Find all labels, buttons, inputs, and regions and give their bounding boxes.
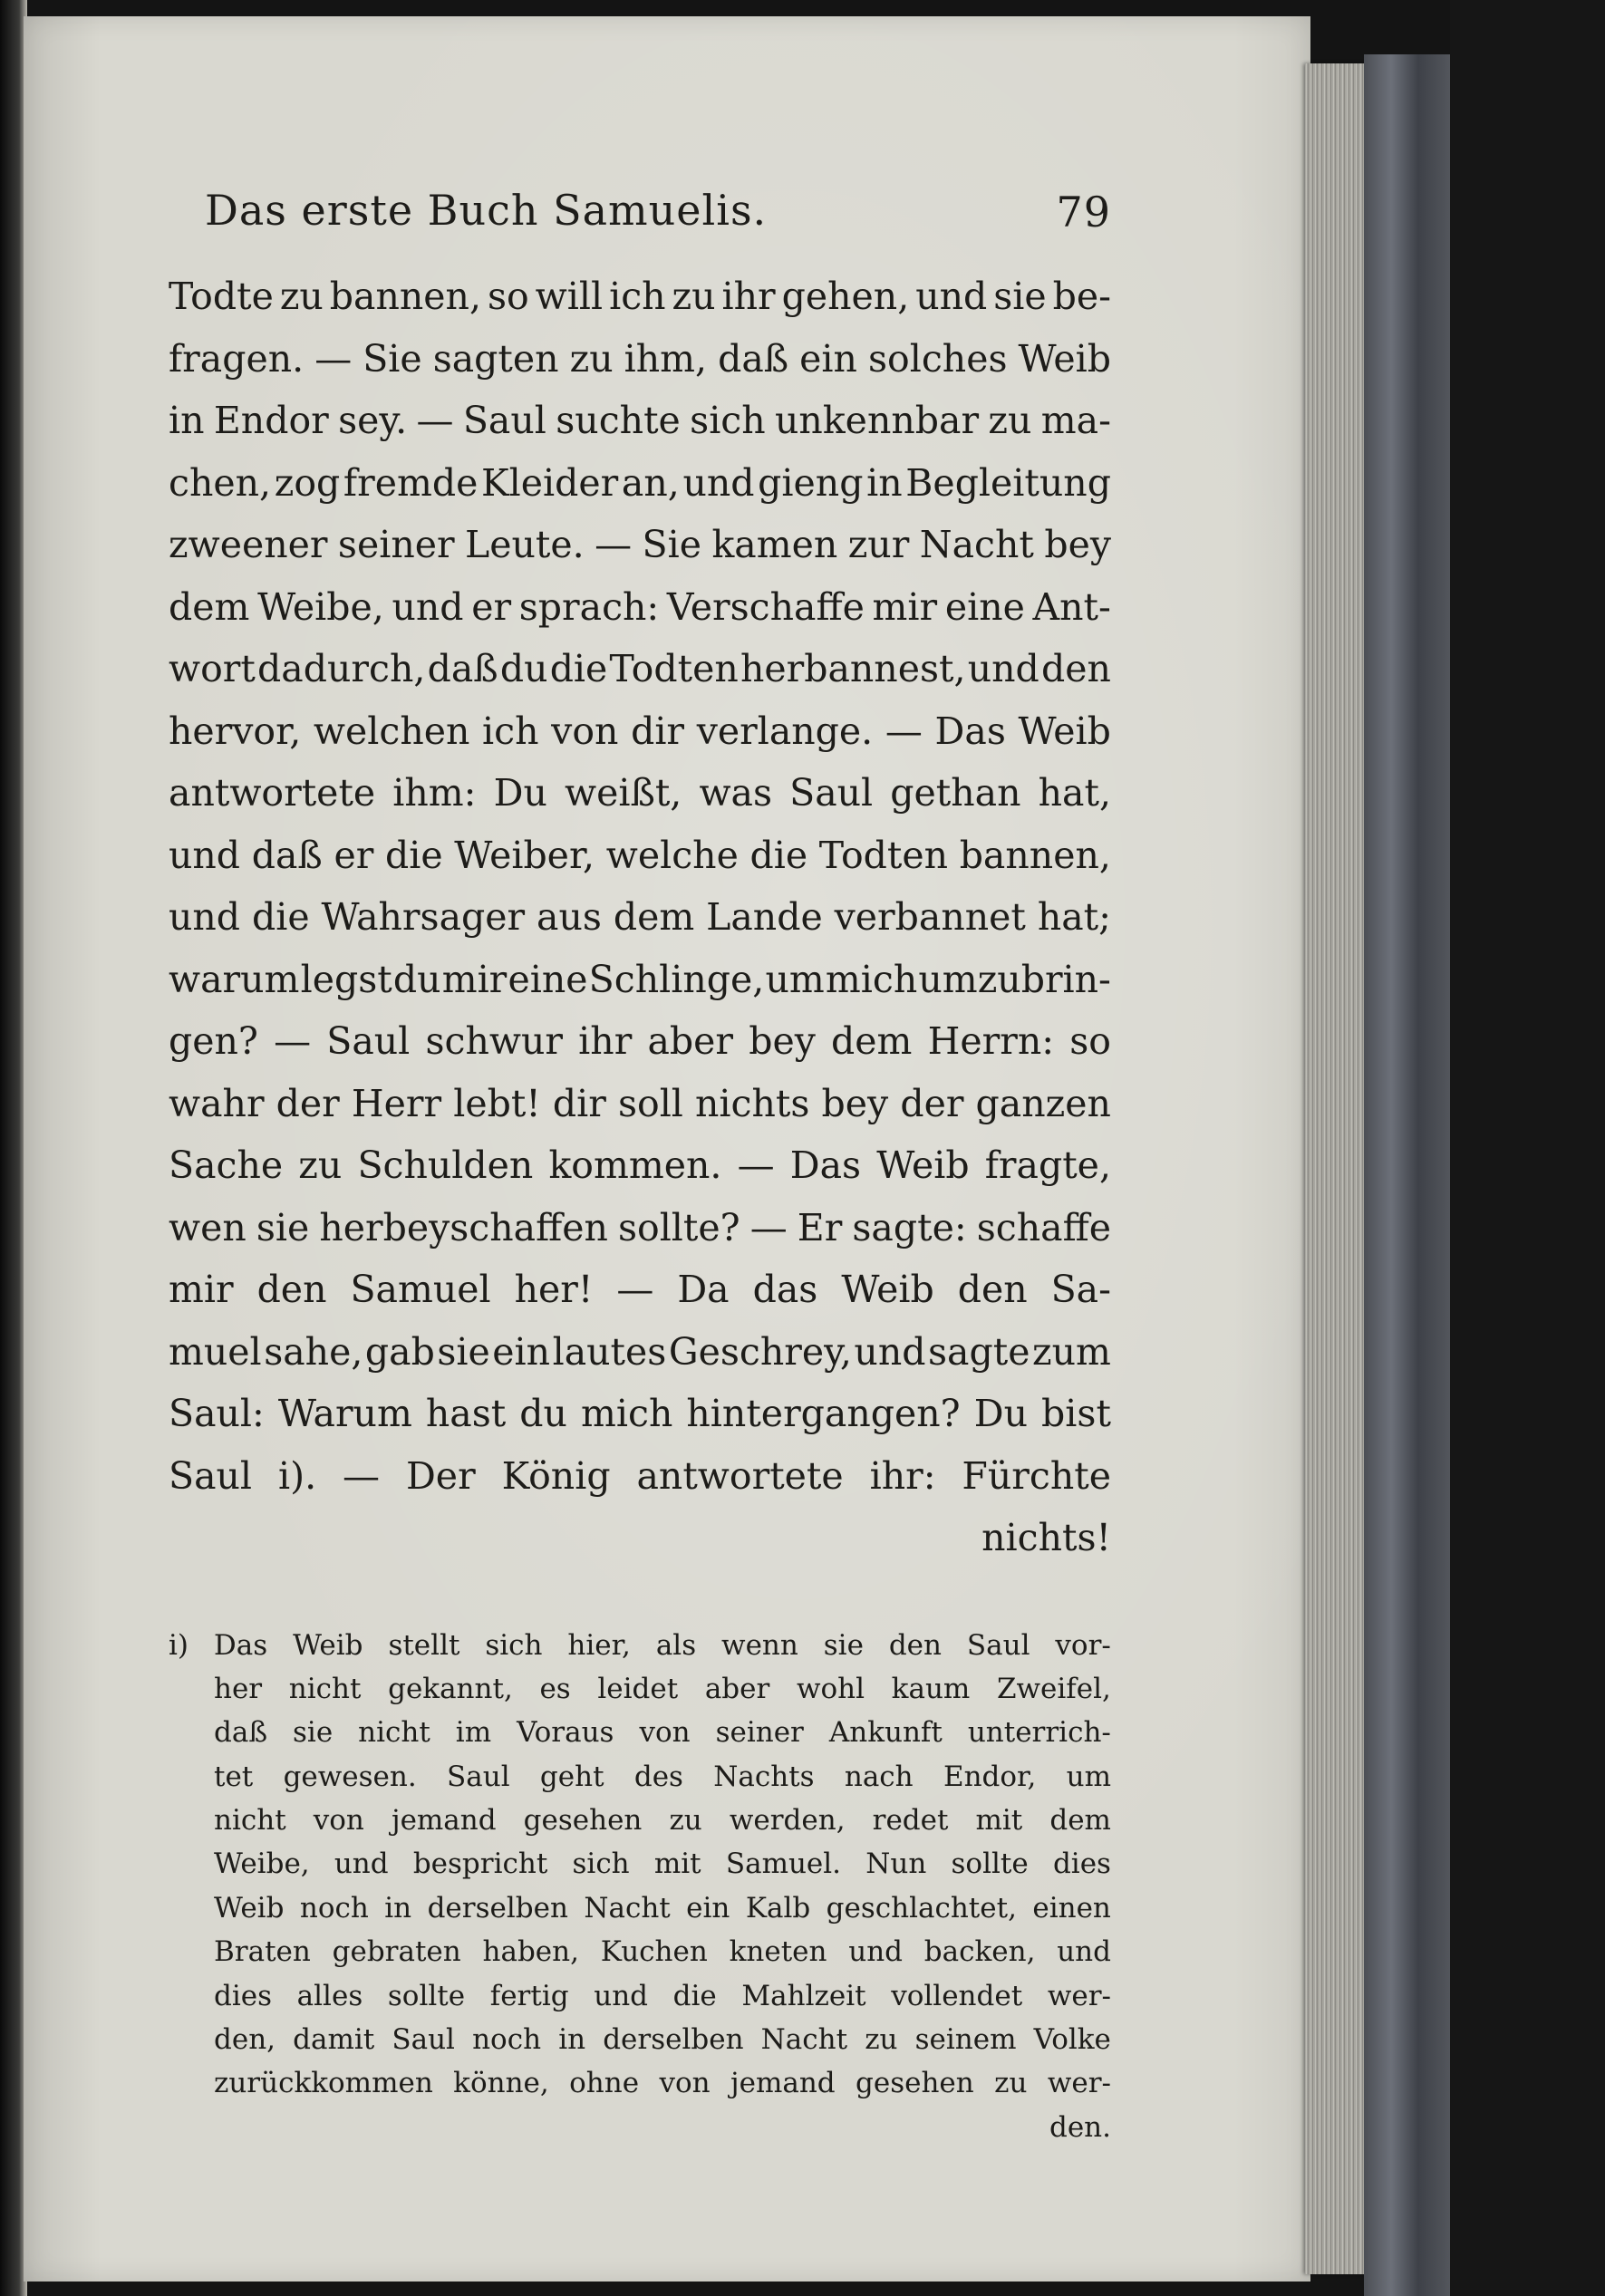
body-line-text: und die Wahrsager aus dem Lande verbannet hat; — [169, 895, 1111, 939]
body-line — [169, 514, 1111, 576]
body-line-text: Sache zu Schulden kommen. — Das Weib fragte, — [169, 1143, 1111, 1187]
body-line — [169, 949, 1111, 1011]
footnote-line-text: Braten gebraten haben, Kuchen kneten und backen, und — [214, 1935, 1111, 1969]
body-line-text: antwortete ihm: Du weißt, was Saul gethan hat, — [169, 771, 1111, 815]
footnote — [169, 1624, 1111, 2106]
body-line-text: Saul i). — Der König antwortete ihr: Fürchte — [169, 1453, 1111, 1498]
body-last-line — [169, 1507, 1111, 1569]
footnote-line-text: Weib noch in derselben Nacht ein Kalb geschlachtet, einen — [214, 1891, 1111, 1925]
body-line — [169, 700, 1111, 763]
body-line — [169, 1010, 1111, 1073]
body-line — [169, 1445, 1111, 1508]
footnote-line — [214, 1755, 1111, 1799]
body-line-text: hervor, welchen ich von dir verlange. — Das Weib — [169, 709, 1111, 753]
body-line-text: wort dadurch, daß du die Todten herbannest, und den — [169, 647, 1111, 690]
footnote-line-text: i) Das Weib stellt sich hier, als wenn sie den Saul vor- — [169, 1628, 1111, 1662]
footnote-line — [214, 1886, 1111, 1930]
footnote-line — [214, 2018, 1111, 2061]
footnote-line — [214, 2061, 1111, 2105]
body-line — [169, 265, 1111, 328]
footnote-line-text: daß sie nicht im Voraus von seiner Ankunft unterrich- — [214, 1716, 1111, 1750]
running-head — [169, 186, 1111, 249]
body-text — [169, 265, 1111, 1507]
body-line-text: gen? — Saul schwur ihr aber bey dem Herrn: so — [169, 1019, 1111, 1063]
body-line-text: dem Weibe, und er sprach: Verschaffe mir eine Ant- — [169, 584, 1111, 629]
body-last-line-text: nichts! — [981, 1516, 1111, 1559]
body-line — [169, 638, 1111, 700]
body-line — [169, 1073, 1111, 1135]
body-line-text: zweener seiner Leute. — Sie kamen zur Nacht bey — [169, 523, 1111, 566]
body-line — [169, 1134, 1111, 1197]
body-line-text: wahr der Herr lebt! dir soll nichts bey der ganzen — [169, 1081, 1111, 1125]
footnote-line — [214, 1799, 1111, 1842]
footnote-line — [169, 1624, 1111, 1667]
body-line — [169, 452, 1111, 515]
page-block-edges — [1305, 63, 1368, 2274]
body-line — [169, 576, 1111, 639]
body-line — [169, 762, 1111, 825]
text-block — [169, 186, 1111, 2149]
body-line-text: mir den Samuel her! — Da das Weib den Sa- — [169, 1268, 1111, 1311]
body-line-text: warum legst du mir eine Schlinge, um mich umzubrin- — [169, 957, 1111, 1001]
footnote-line-text: den, damit Saul noch in derselben Nacht zu seinem Volke — [214, 2023, 1111, 2057]
body-line-text: fragen. — Sie sagten zu ihm, daß ein solches Weib — [169, 336, 1111, 381]
body-line-text: in Endor sey. — Saul suchte sich unkennbar zu ma- — [169, 399, 1111, 442]
body-line — [169, 1197, 1111, 1259]
body-line — [169, 328, 1111, 391]
footnote-last-line — [169, 2106, 1111, 2149]
running-title: Das erste Buch Samuelis. — [205, 186, 768, 235]
footnote-line — [214, 1930, 1111, 1973]
page-number: 79 — [1056, 188, 1111, 236]
body-line — [169, 886, 1111, 949]
scan-background-right — [1450, 0, 1605, 2296]
body-line-text: Saul: Warum hast du mich hintergangen? Du bist — [169, 1392, 1111, 1435]
footnote-line — [214, 1842, 1111, 1886]
body-line-text: und daß er die Weiber, welche die Todten bannen, — [169, 833, 1111, 877]
body-line — [169, 825, 1111, 887]
footnote-line — [214, 1974, 1111, 2018]
footnote-line-text: zurückkommen könne, ohne von jemand gesehen zu wer- — [214, 2067, 1111, 2100]
body-line-text: wen sie herbeyschaffen sollte? — Er sagte: schaffe — [169, 1205, 1111, 1249]
body-line-text: chen, zog fremde Kleider an, und gieng in Begleitung — [169, 460, 1111, 505]
footnote-line-text: Weibe, und bespricht sich mit Samuel. Nun sollte dies — [214, 1847, 1111, 1881]
body-line — [169, 1259, 1111, 1321]
body-line — [169, 1321, 1111, 1384]
body-line-text: Todte zu bannen, so will ich zu ihr gehen, und sie be- — [169, 275, 1111, 318]
footnote-line — [214, 1711, 1111, 1754]
footnote-line-text: her nicht gekannt, es leidet aber wohl kaum Zweifel, — [214, 1672, 1111, 1705]
footnote-last-line-text: den. — [1049, 2110, 1111, 2144]
book-cover-edge — [1364, 54, 1455, 2296]
footnote-line-text: tet gewesen. Saul geht des Nachts nach Endor, um — [214, 1760, 1111, 1793]
footnote-line — [214, 1667, 1111, 1711]
footnote-line-text: dies alles sollte fertig und die Mahlzeit vollendet wer- — [214, 1979, 1111, 2012]
body-line-text: muel sahe, gab sie ein lautes Geschrey, und sagte zum — [169, 1329, 1111, 1374]
body-line — [169, 1383, 1111, 1445]
body-line — [169, 390, 1111, 452]
footnote-line-text: nicht von jemand gesehen zu werden, redet mit dem — [214, 1804, 1111, 1838]
